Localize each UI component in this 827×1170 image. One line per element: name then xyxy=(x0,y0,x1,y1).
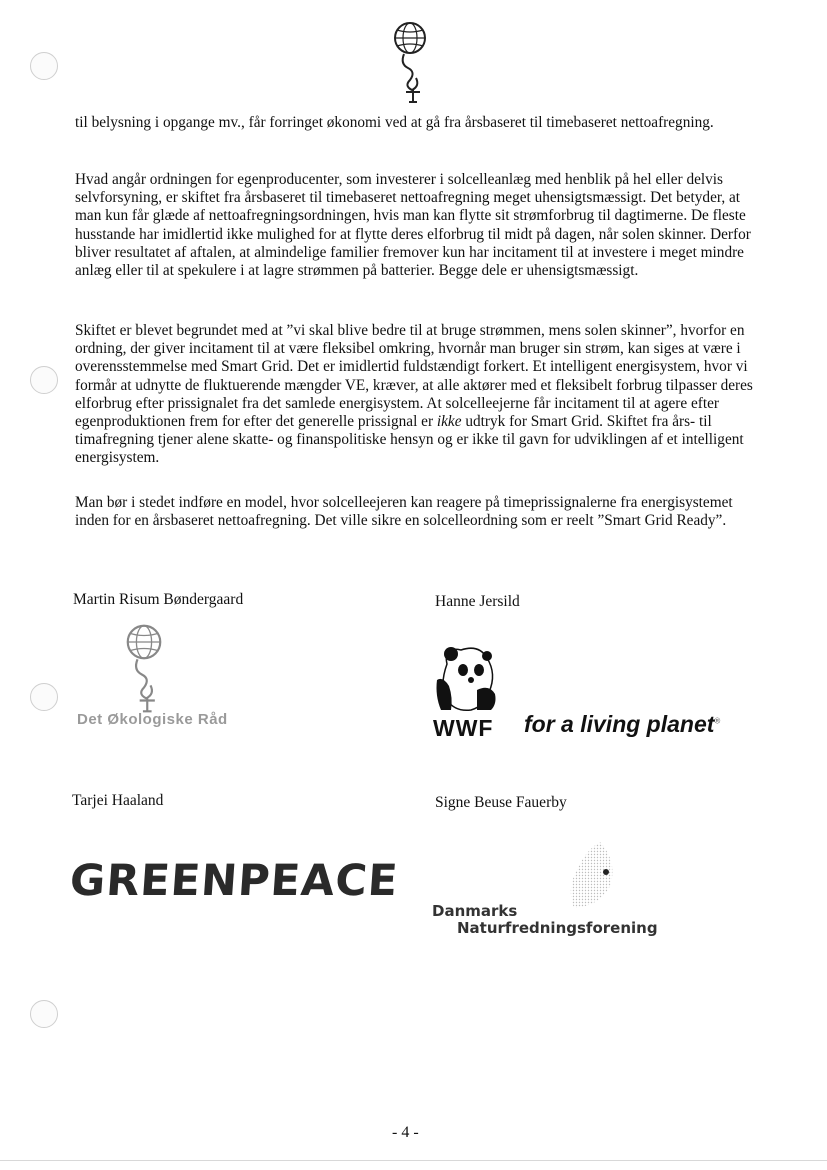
okologiske-raad-wordmark: Det Økologiske Råd xyxy=(77,711,228,728)
punch-hole xyxy=(30,1000,58,1028)
registered-mark: ® xyxy=(714,716,721,726)
paragraph-1: til belysning i opgange mv., får forringet økonomi ved at gå fra årsbaseret til timebaseret nettoafregning. xyxy=(75,114,714,131)
punch-hole xyxy=(30,52,58,80)
signatory-name: Martin Risum Bøndergaard xyxy=(73,591,244,608)
paragraph-4: Man bør i stedet indføre en model, hvor solcelleejeren kan reagere på timeprissignalerne fra energisystemet inden for en årsbaseret nettoafregning. Det ville sikre en solcelleordning som er reelt ”Smart Grid Ready”. xyxy=(75,494,733,530)
signatory-name: Hanne Jersild xyxy=(435,593,520,610)
wwf-wordmark xyxy=(433,715,493,742)
paragraph-3-emphasis: ikke xyxy=(436,413,462,431)
paragraph-3-part-1: Skiftet er blevet begrundet med at ”vi skal blive bedre til at bruge strømmen, mens solen skinner”, hvorfor en ordning, der giver incitament til at være fleksibel omkring, hvornår man bruger sin strøm, kan siges at være i overensstemmelse med Smart Grid. Det er imidlertid fuldstændigt forkert. Et intelligent energisystem, hvor vi formår at udnytte de fluktuerende mængder VE, kræver, at alle aktører med et fleksibelt forbrug tilpasser deres elforbrug efter prissignalet fra det samlede energisystem. At solcelleejerne får incitament til at agere efter egenproduktionen frem for efter det generelle prissignal er xyxy=(75,322,753,431)
dn-wordmark-line2: Naturfredningsforening xyxy=(457,919,658,937)
globe-figure-logo-icon xyxy=(386,20,434,104)
wwf-wordmark-text: WWF xyxy=(433,715,494,741)
wwf-tagline-text: for a living planet xyxy=(524,711,715,737)
punch-hole xyxy=(30,683,58,711)
paragraph-3 xyxy=(75,322,765,468)
dn-wordmark-line1: Danmarks xyxy=(432,902,518,920)
signatory-name: Tarjei Haaland xyxy=(72,792,164,809)
wwf-tagline xyxy=(524,711,720,738)
greenpeace-logo: GREENPEACE xyxy=(68,856,400,906)
footer-divider xyxy=(0,1160,827,1161)
wwf-panda-icon xyxy=(433,640,499,714)
dn-leaf-logo-icon xyxy=(560,838,620,910)
paragraph-3-part-2: udtryk for Smart Grid. Skiftet fra års- til timafregning tjener alene skatte- og finanspolitiske hensyn og er ikke til gavn for udviklingen af et intelligent energisystem. xyxy=(75,413,744,467)
paragraph-2: Hvad angår ordningen for egenproducenter, som investerer i solcelleanlæg med henblik på hel eller delvis selvforsyning, er skiftet fra årsbaseret til timebaseret nettoafregning meget uhensigtsmæssigt. Det betyder, at man kun får glæde af nettoafregningsordningen, hvis man kan flytte sit strømforbrug til dagtimerne. De fleste husstande har imidlertid ikke mulighed for at flytte deres elforbrug til midt på dagen, når solen skinner. Derfor bliver resultatet af aftalen, at almindelige familier fremover kun har incitament til at investere i meget mindre anlæg eller til at spekulere i at lagre strømmen på batterier. Begge dele er uhensigtsmæssigt. xyxy=(75,171,751,280)
punch-hole xyxy=(30,366,58,394)
signatory-name: Signe Beuse Fauerby xyxy=(435,794,567,811)
page-number: - 4 - xyxy=(392,1124,419,1141)
okologiske-raad-logo-icon xyxy=(118,622,170,714)
